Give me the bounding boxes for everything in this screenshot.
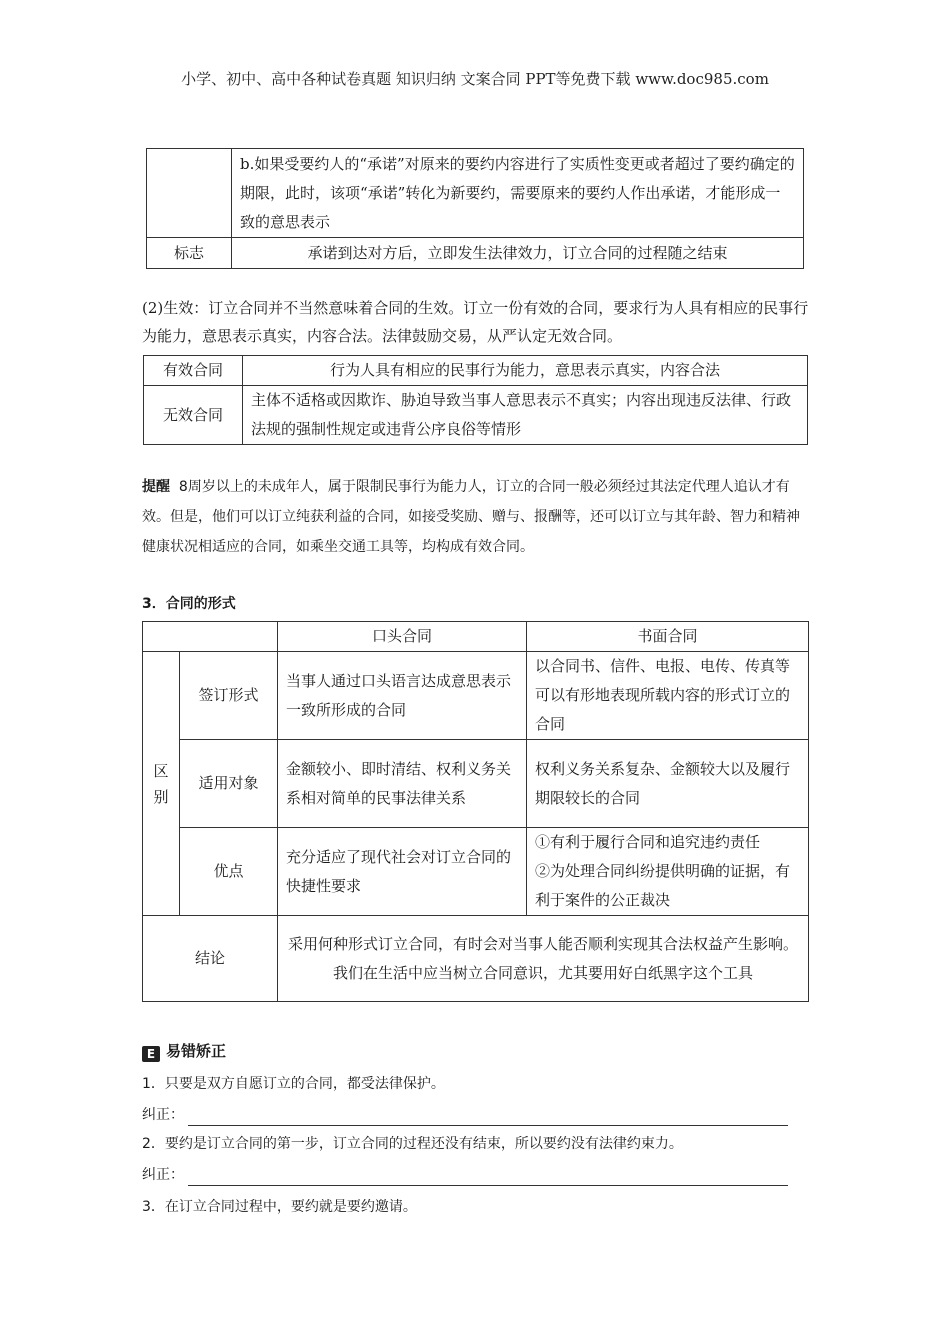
row-oral: 金额较小、即时清结、权利义务关系相对简单的民事法律关系	[278, 740, 527, 828]
fix-label: 纠正：	[142, 1167, 184, 1183]
diff-label: 区 别	[143, 652, 180, 916]
row-label: 优点	[180, 828, 278, 916]
acceptance-text: b.如果受要约人的“承诺”对原来的要约内容进行了实质性变更或者超过了要约确定的期限，此时，该项“承诺”转化为新要约，需要原来的要约人作出承诺，才能形成一致的意思表示	[232, 149, 804, 238]
row-written: ①有利于履行合同和追究违约责任 ②为处理合同纠纷提供明确的证据，有利于案件的公正裁决	[527, 828, 809, 916]
page-header: 小学、初中、高中各种试卷真题 知识归纳 文案合同 PPT等免费下载 www.doc985.com	[181, 70, 769, 88]
sign-label: 标志	[147, 238, 232, 269]
tip-label: 提醒	[142, 479, 170, 495]
row-label: 适用对象	[180, 740, 278, 828]
row-oral: 充分适应了现代社会对订立合同的快捷性要求	[278, 828, 527, 916]
conclusion-label: 结论	[143, 916, 278, 1002]
invalid-label: 无效合同	[144, 386, 243, 445]
valid-text: 行为人具有相应的民事行为能力，意思表示真实，内容合法	[243, 356, 808, 386]
col-written: 书面合同	[527, 622, 809, 652]
row-written: 以合同书、信件、电报、电传、传真等可以有形地表现所载内容的形式订立的合同	[527, 652, 809, 740]
correction-item: 3．在订立合同过程中，要约就是要约邀请。	[142, 1199, 417, 1215]
correction-title-row	[142, 1040, 810, 1062]
empty-cell	[147, 149, 232, 238]
row-written: 权利义务关系复杂、金额较大以及履行期限较长的合同	[527, 740, 809, 828]
correction-title: 易错矫正	[166, 1042, 227, 1060]
col-oral: 口头合同	[278, 622, 527, 652]
correction-item: 2．要约是订立合同的第一步，订立合同的过程还没有结束，所以要约没有法律约束力。	[142, 1136, 683, 1152]
fix-line	[142, 1164, 810, 1186]
fix-blank[interactable]	[188, 1171, 788, 1186]
correction-icon: E	[142, 1046, 160, 1062]
valid-label: 有效合同	[144, 356, 243, 386]
row-oral: 当事人通过口头语言达成意思表示一致所形成的合同	[278, 652, 527, 740]
corner-cell	[143, 622, 278, 652]
validity-table	[143, 355, 808, 445]
effect-paragraph: (2)生效：订立合同并不当然意味着合同的生效。订立一份有效的合同，要求行为人具有相应的民事行为能力，意思表示真实，内容合法。法律鼓励交易，从严认定无效合同。	[142, 299, 809, 345]
conclusion-text: 采用何种形式订立合同，有时会对当事人能否顺利实现其合法权益产生影响。我们在生活中应当树立合同意识，尤其要用好白纸黑字这个工具	[278, 916, 809, 1002]
fix-line	[142, 1104, 810, 1126]
section-title: 3．合同的形式	[142, 596, 236, 612]
row-label: 签订形式	[180, 652, 278, 740]
invalid-text: 主体不适格或因欺诈、胁迫导致当事人意思表示不真实；内容出现违反法律、行政法规的强制性规定或违背公序良俗等情形	[243, 386, 808, 445]
fix-label: 纠正：	[142, 1107, 184, 1123]
correction-item: 1．只要是双方自愿订立的合同，都受法律保护。	[142, 1076, 445, 1092]
tip-text: 8周岁以上的未成年人，属于限制民事行为能力人，订立的合同一般必须经过其法定代理人追认才有效。但是，他们可以订立纯获利益的合同，如接受奖励、赠与、报酬等，还可以订立与其年龄、智力和精神健康状况相适应的合同，如乘坐交通工具等，均构成有效合同。	[142, 479, 800, 555]
acceptance-table	[146, 148, 804, 269]
fix-blank[interactable]	[188, 1111, 788, 1126]
contract-form-table	[142, 621, 809, 1002]
sign-text: 承诺到达对方后，立即发生法律效力，订立合同的过程随之结束	[232, 238, 804, 269]
tip-paragraph	[142, 472, 810, 562]
